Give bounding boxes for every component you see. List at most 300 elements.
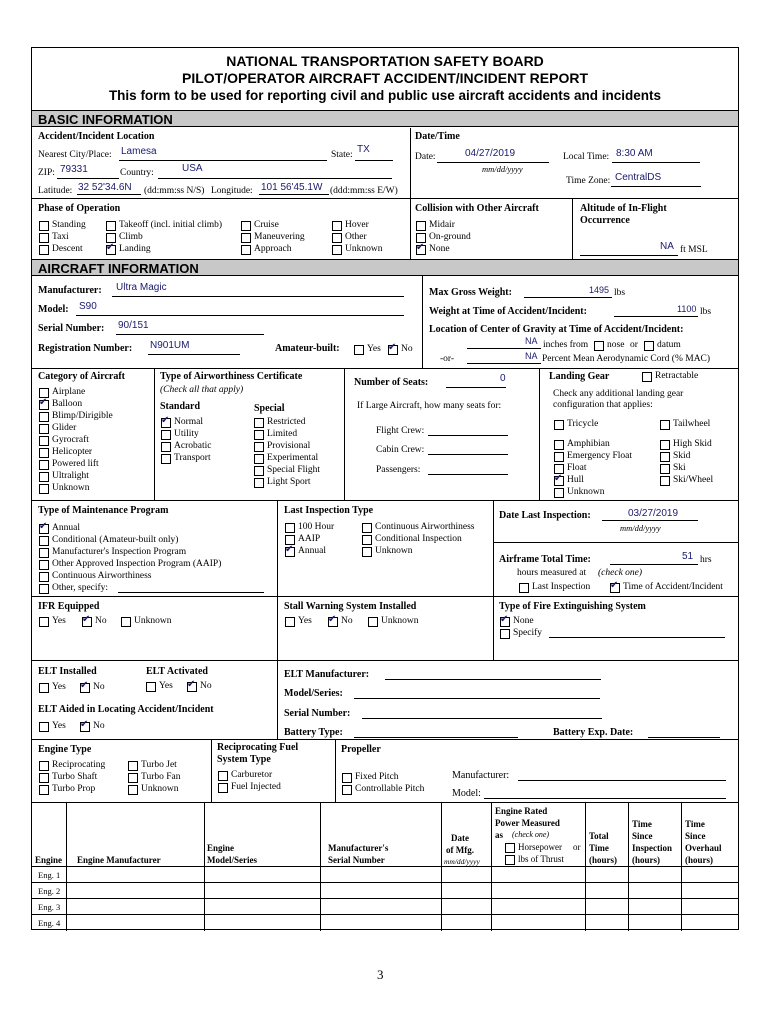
prop-manufacturer-label: Manufacturer: (452, 770, 510, 781)
cat-balloon-label: Balloon (52, 399, 83, 409)
elt-serial-label: Serial Number: (284, 708, 351, 719)
phase-cruise-checkbox[interactable] (241, 221, 251, 231)
elt-model-field[interactable] (354, 698, 600, 699)
country-value: USA (182, 163, 203, 174)
table-row: Eng. 3 (38, 902, 61, 912)
maint-manufacturer-checkbox[interactable] (39, 548, 49, 558)
std-utility-checkbox[interactable] (161, 430, 171, 440)
stall-unknown-checkbox[interactable] (368, 617, 378, 627)
amateur-built-label: Amateur-built: (275, 343, 340, 354)
divider (572, 198, 573, 259)
cabin-crew-label: Cabin Crew: (376, 445, 425, 455)
elt-activated-no-checkbox[interactable] (187, 682, 197, 692)
col-rated-1: Engine Rated (495, 806, 548, 816)
fire-specify-checkbox[interactable] (500, 629, 510, 639)
gear-emergency-float-checkbox[interactable] (554, 452, 564, 462)
elt-activated-title: ELT Activated (146, 666, 208, 677)
battery-exp-label: Battery Exp. Date: (553, 727, 634, 738)
state-value: TX (357, 144, 370, 155)
divider (539, 368, 540, 500)
eng-turbo-shaft-label: Turbo Shaft (52, 772, 98, 782)
fire-extinguishing-title: Type of Fire Extinguishing System (499, 601, 646, 612)
phase-unknown-label: Unknown (345, 244, 383, 254)
measured-time-of-accident-label: Time of Accident/Incident (623, 582, 723, 592)
local-time-value: 8:30 AM (616, 148, 653, 159)
col-date-2: of Mfg. (446, 845, 474, 855)
seats-field[interactable] (446, 387, 506, 388)
cg-nose-checkbox[interactable] (594, 341, 604, 351)
maint-annual-checkbox[interactable] (39, 524, 49, 534)
country-field[interactable] (158, 178, 392, 179)
altitude-field[interactable] (580, 255, 678, 256)
elt-serial-field[interactable] (362, 718, 602, 719)
col-engine-model-1: Engine (207, 843, 235, 853)
passengers-field[interactable] (428, 474, 508, 475)
eng-turbo-fan-checkbox[interactable] (128, 773, 138, 783)
fuel-injected-checkbox[interactable] (218, 783, 228, 793)
table-row: Eng. 1 (38, 870, 61, 880)
std-transport-checkbox[interactable] (161, 454, 171, 464)
manufacturer-value: Ultra Magic (116, 282, 167, 293)
manufacturer-field[interactable] (112, 296, 404, 297)
altitude-title-2: Occurrence (580, 215, 630, 226)
divider (493, 542, 738, 543)
maint-aaip-checkbox[interactable] (39, 560, 49, 570)
std-normal-checkbox[interactable] (161, 418, 171, 428)
report-form-page (31, 47, 739, 930)
gear-high-skid-checkbox[interactable] (660, 440, 670, 450)
maint-manufacturer-label: Manufacturer's Inspection Program (52, 547, 187, 557)
battery-exp-field[interactable] (648, 737, 720, 738)
state-field[interactable] (355, 160, 393, 161)
col-since-overhaul-4: (hours) (685, 855, 714, 865)
gear-retractable-label: Retractable (655, 371, 699, 381)
stall-warning-title: Stall Warning System Installed (284, 601, 417, 612)
cg-inches-value: NA (525, 336, 538, 346)
airworthiness-title: Type of Airworthiness Certificate (160, 371, 303, 382)
collision-none-checkbox[interactable] (416, 245, 426, 255)
amateur-no-checkbox[interactable] (388, 345, 398, 355)
sp-light-sport-label: Light Sport (267, 477, 311, 487)
cat-ultralight-label: Ultralight (52, 471, 89, 481)
altitude-title-1: Altitude of In-Flight (580, 203, 667, 214)
insp-conditional-label: Conditional Inspection (375, 534, 462, 544)
phase-other-checkbox[interactable] (332, 233, 342, 243)
cg-datum-label: datum (657, 340, 681, 350)
date-time-title: Date/Time (415, 131, 460, 142)
col-since-insp-2: Since (632, 831, 653, 841)
elt-installed-yes-checkbox[interactable] (39, 683, 49, 693)
divider (277, 596, 278, 660)
model-field[interactable] (76, 315, 404, 316)
local-time-label: Local Time: (563, 152, 610, 162)
phase-standing-checkbox[interactable] (39, 221, 49, 231)
col-rated-4: (check one) (512, 830, 550, 839)
maint-conditional-label: Conditional (Amateur-built only) (52, 535, 179, 545)
prop-fixed-pitch-checkbox[interactable] (342, 773, 352, 783)
cat-blimp-label: Blimp/Dirigible (52, 411, 113, 421)
city-value: Lamesa (121, 146, 157, 157)
stall-yes-label: Yes (298, 616, 312, 626)
phase-landing-label: Landing (119, 244, 151, 254)
gear-high-skid-label: High Skid (673, 439, 712, 449)
insp-continuous-label: Continuous Airworthiness (375, 522, 475, 532)
eng-turbo-jet-checkbox[interactable] (128, 761, 138, 771)
col-since-insp-4: (hours) (632, 855, 661, 865)
cat-blimp-checkbox[interactable] (39, 412, 49, 422)
table-row: Eng. 4 (38, 918, 61, 928)
gear-amphibian-checkbox[interactable] (554, 440, 564, 450)
collision-midair-label: Midair (429, 220, 455, 230)
cat-airplane-label: Airplane (52, 387, 86, 397)
cg-inches-field[interactable] (467, 348, 541, 349)
gear-retractable-checkbox[interactable] (642, 372, 652, 382)
gear-unknown-checkbox[interactable] (554, 488, 564, 498)
divider (32, 739, 738, 740)
amateur-no-label: No (401, 344, 413, 354)
airworthiness-note: (Check all that apply) (160, 385, 244, 395)
cat-helicopter-checkbox[interactable] (39, 448, 49, 458)
prop-model-field[interactable] (484, 798, 726, 799)
time-zone-field[interactable] (611, 186, 701, 187)
std-transport-label: Transport (174, 453, 211, 463)
col-total-time-1: Total (589, 831, 609, 841)
gear-tailwheel-label: Tailwheel (673, 419, 711, 429)
eng-turbo-prop-checkbox[interactable] (39, 785, 49, 795)
passengers-label: Passengers: (376, 465, 421, 475)
insp-continuous-checkbox[interactable] (362, 523, 372, 533)
insp-annual-checkbox[interactable] (285, 547, 295, 557)
date-last-inspection-value: 03/27/2019 (628, 508, 679, 519)
weight-at-accident-value: 1100 (677, 304, 697, 314)
cg-label: Location of Center of Gravity at Time of Accident/Incident: (429, 324, 684, 335)
battery-type-field[interactable] (354, 737, 518, 738)
col-since-insp-3: Inspection (632, 843, 673, 853)
date-field[interactable] (437, 162, 549, 163)
zip-value: 79331 (60, 164, 88, 175)
registration-label: Registration Number: (38, 343, 133, 354)
local-time-field[interactable] (612, 162, 700, 163)
hours-measured-label: hours measured at (517, 568, 587, 578)
cg-mac-field[interactable] (467, 363, 541, 364)
sp-restricted-checkbox[interactable] (254, 418, 264, 428)
elt-activated-no-label: No (200, 681, 212, 691)
phase-taxi-checkbox[interactable] (39, 233, 49, 243)
insp-conditional-checkbox[interactable] (362, 535, 372, 545)
divider (410, 198, 411, 259)
cat-unknown-label: Unknown (52, 483, 90, 493)
stall-unknown-label: Unknown (381, 616, 419, 626)
ifr-title: IFR Equipped (38, 601, 100, 612)
col-engine: Engine (35, 855, 63, 865)
special-title: Special (254, 403, 285, 414)
fuel-carburetor-label: Carburetor (231, 770, 273, 780)
col-rated-3: as (495, 830, 504, 840)
gear-float-label: Float (567, 463, 587, 473)
latitude-format: (dd:mm:ss N/S) (144, 186, 205, 196)
phase-landing-checkbox[interactable] (106, 245, 116, 255)
weight-at-accident-field[interactable] (614, 316, 698, 317)
header-subtitle: This form to be used for reporting civil and public use aircraft accidents and incidents (108, 88, 662, 103)
insp-annual-label: Annual (298, 546, 326, 556)
amateur-yes-label: Yes (367, 344, 381, 354)
prop-controllable-checkbox[interactable] (342, 785, 352, 795)
eng-turbo-jet-label: Turbo Jet (141, 760, 177, 770)
divider (32, 660, 738, 661)
divider (32, 368, 738, 369)
col-rated-2: Power Measured (495, 818, 560, 828)
time-zone-label: Time Zone: (566, 176, 611, 186)
gear-tricycle-checkbox[interactable] (554, 420, 564, 430)
date-last-inspection-field[interactable] (602, 520, 698, 521)
standard-title: Standard (160, 401, 201, 412)
zip-field[interactable] (57, 178, 119, 179)
eng-turbo-shaft-checkbox[interactable] (39, 773, 49, 783)
cg-mac-value: NA (525, 351, 538, 361)
insp-unknown-checkbox[interactable] (362, 547, 372, 557)
time-zone-value: CentralDS (615, 172, 662, 183)
gear-ski-wheel-checkbox[interactable] (660, 476, 670, 486)
prop-fixed-pitch-label: Fixed Pitch (355, 772, 399, 782)
cg-datum-checkbox[interactable] (644, 341, 654, 351)
insp-100hour-checkbox[interactable] (285, 523, 295, 533)
page-number: 3 (377, 967, 384, 982)
registration-field[interactable] (148, 354, 240, 355)
phase-maneuvering-checkbox[interactable] (241, 233, 251, 243)
elt-manufacturer-field[interactable] (385, 679, 601, 680)
divider (32, 596, 738, 597)
collision-title: Collision with Other Aircraft (415, 203, 539, 214)
col-total-time-2: Time (589, 843, 609, 853)
maint-other-field[interactable] (118, 592, 264, 593)
divider (211, 739, 212, 802)
insp-aaip-label: AAIP (298, 534, 321, 544)
ifr-unknown-label: Unknown (134, 616, 172, 626)
cat-ultralight-checkbox[interactable] (39, 472, 49, 482)
seats-label: Number of Seats: (354, 377, 429, 388)
large-aircraft-label: If Large Aircraft, how many seats for: (357, 401, 502, 411)
ifr-yes-checkbox[interactable] (39, 617, 49, 627)
maint-other-label: Other, specify: (52, 583, 109, 593)
gear-skid-checkbox[interactable] (660, 452, 670, 462)
longitude-field[interactable] (259, 194, 329, 195)
ifr-yes-label: Yes (52, 616, 66, 626)
eng-unknown-label: Unknown (141, 784, 179, 794)
last-inspection-format: mm/dd/yyyy (620, 523, 661, 533)
registration-value: N901UM (150, 340, 190, 351)
cat-powered-lift-checkbox[interactable] (39, 460, 49, 470)
fuel-carburetor-checkbox[interactable] (218, 771, 228, 781)
manufacturer-label: Manufacturer: (38, 285, 102, 296)
airframe-total-label: Airframe Total Time: (499, 554, 591, 565)
model-label: Model: (38, 304, 69, 315)
category-title: Category of Aircraft (38, 371, 126, 382)
collision-on-ground-label: On-ground (429, 232, 471, 242)
rated-horsepower-checkbox[interactable] (505, 843, 515, 853)
divider (493, 596, 494, 660)
gear-ski-wheel-label: Ski/Wheel (673, 475, 714, 485)
gear-tricycle-label: Tricycle (567, 419, 599, 429)
gear-ski-checkbox[interactable] (660, 464, 670, 474)
eng-unknown-checkbox[interactable] (128, 785, 138, 795)
cg-or-label: or (630, 340, 638, 350)
aircraft-information-band: AIRCRAFT INFORMATION (32, 259, 738, 276)
sp-provisional-label: Provisional (267, 441, 311, 451)
std-acrobatic-label: Acrobatic (174, 441, 212, 451)
elt-aided-no-label: No (93, 721, 105, 731)
divider (277, 660, 278, 739)
elt-installed-yes-label: Yes (52, 682, 66, 692)
divider (344, 368, 345, 500)
gear-unknown-label: Unknown (567, 487, 605, 497)
flight-crew-field[interactable] (428, 435, 508, 436)
maint-aaip-label: Other Approved Inspection Program (AAIP) (52, 559, 222, 569)
phase-cruise-label: Cruise (254, 220, 279, 230)
stall-no-checkbox[interactable] (328, 617, 338, 627)
weight-at-accident-label: Weight at Time of Accident/Incident: (429, 306, 587, 317)
airframe-total-field[interactable] (610, 564, 698, 565)
elt-aided-yes-checkbox[interactable] (39, 722, 49, 732)
elt-activated-yes-label: Yes (159, 681, 173, 691)
eng-reciprocating-checkbox[interactable] (39, 761, 49, 771)
fuel-injected-label: Fuel Injected (231, 782, 281, 792)
latitude-label: Latitude: (38, 186, 73, 196)
gear-hull-label: Hull (567, 475, 584, 485)
cg-mac-text: Percent Mean Aerodynamic Cord (% MAC) (542, 354, 711, 364)
prop-manufacturer-field[interactable] (518, 780, 726, 781)
rated-horsepower-label: Horsepower (518, 842, 562, 852)
cat-gyrocraft-checkbox[interactable] (39, 436, 49, 446)
col-engine-model-2: Model/Series (207, 855, 257, 865)
serial-field[interactable] (116, 334, 264, 335)
divider (32, 802, 738, 803)
maint-conditional-checkbox[interactable] (39, 536, 49, 546)
sp-special-flight-checkbox[interactable] (254, 466, 264, 476)
phase-descent-checkbox[interactable] (39, 245, 49, 255)
cat-balloon-checkbox[interactable] (39, 400, 49, 410)
gear-note-1: Check any additional landing gear (553, 389, 684, 399)
eng-turbo-prop-label: Turbo Prop (52, 784, 96, 794)
airframe-total-value: 51 (682, 551, 694, 562)
battery-type-label: Battery Type: (284, 727, 343, 738)
measured-time-of-accident-checkbox[interactable] (610, 583, 620, 593)
phase-maneuvering-label: Maneuvering (254, 232, 305, 242)
maint-continuous-checkbox[interactable] (39, 572, 49, 582)
header-title-line2: PILOT/OPERATOR AIRCRAFT ACCIDENT/INCIDENT REPORT (182, 70, 588, 86)
cat-unknown-checkbox[interactable] (39, 484, 49, 494)
col-serial-1: Manufacturer's (328, 843, 389, 853)
elt-aided-yes-label: Yes (52, 721, 66, 731)
maint-continuous-label: Continuous Airworthiness (52, 571, 152, 581)
fire-none-checkbox[interactable] (500, 617, 510, 627)
amateur-yes-checkbox[interactable] (354, 345, 364, 355)
phase-descent-label: Descent (52, 244, 83, 254)
flight-crew-label: Flight Crew: (376, 426, 425, 436)
col-since-overhaul-3: Overhaul (685, 843, 722, 853)
ifr-unknown-checkbox[interactable] (121, 617, 131, 627)
prop-controllable-label: Controllable Pitch (355, 784, 425, 794)
col-date-3: mm/dd/yyyy (444, 857, 480, 866)
divider (422, 276, 423, 368)
cabin-crew-field[interactable] (428, 454, 508, 455)
fire-specify-field[interactable] (549, 637, 725, 638)
col-total-time-3: (hours) (589, 855, 618, 865)
col-date-1: Date (451, 833, 469, 843)
phase-taxi-label: Taxi (52, 232, 69, 242)
maint-annual-label: Annual (52, 523, 80, 533)
divider (277, 500, 278, 596)
phase-climb-label: Climb (119, 232, 143, 242)
check-one-note: (check one) (598, 568, 643, 578)
phase-unknown-checkbox[interactable] (332, 245, 342, 255)
measured-last-inspection-label: Last Inspection (532, 582, 591, 592)
sp-light-sport-checkbox[interactable] (254, 478, 264, 488)
latitude-field[interactable] (77, 194, 141, 195)
eng-turbo-fan-label: Turbo Fan (141, 772, 181, 782)
phase-approach-checkbox[interactable] (241, 245, 251, 255)
phase-hover-label: Hover (345, 220, 369, 230)
phase-approach-label: Approach (254, 244, 292, 254)
sp-special-flight-label: Special Flight (267, 465, 321, 475)
cg-nose-label: nose (607, 340, 625, 350)
divider (154, 368, 155, 500)
sp-limited-checkbox[interactable] (254, 430, 264, 440)
gear-note-2: configuration that applies: (553, 400, 653, 410)
engine-type-title: Engine Type (38, 744, 92, 755)
gear-emergency-float-label: Emergency Float (567, 451, 632, 461)
sp-provisional-checkbox[interactable] (254, 442, 264, 452)
mgw-unit: lbs (614, 288, 626, 298)
stall-no-label: No (341, 616, 353, 626)
gear-hull-checkbox[interactable] (554, 476, 564, 486)
stall-yes-checkbox[interactable] (285, 617, 295, 627)
longitude-label: Longitude: (211, 186, 253, 196)
basic-information-band: BASIC INFORMATION (32, 110, 738, 127)
ifr-no-label: No (95, 616, 107, 626)
cat-glider-checkbox[interactable] (39, 424, 49, 434)
gear-amphibian-label: Amphibian (567, 439, 610, 449)
max-gross-weight-value: 1495 (589, 285, 610, 295)
elt-activated-yes-checkbox[interactable] (146, 682, 156, 692)
rated-thrust-checkbox[interactable] (505, 855, 515, 865)
collision-midair-checkbox[interactable] (416, 221, 426, 231)
elt-installed-title: ELT Installed (38, 666, 97, 677)
last-inspection-type-title: Last Inspection Type (284, 505, 374, 516)
elt-aided-no-checkbox[interactable] (80, 722, 90, 732)
gear-tailwheel-checkbox[interactable] (660, 420, 670, 430)
phase-hover-checkbox[interactable] (332, 221, 342, 231)
prop-model-label: Model: (452, 788, 481, 799)
std-acrobatic-checkbox[interactable] (161, 442, 171, 452)
max-gross-weight-field[interactable] (524, 297, 612, 298)
phase-takeoff-checkbox[interactable] (106, 221, 116, 231)
fire-specify-label: Specify (513, 628, 543, 638)
gear-skid-label: Skid (673, 451, 691, 461)
city-field[interactable] (119, 160, 327, 161)
measured-last-inspection-checkbox[interactable] (519, 583, 529, 593)
model-value: S90 (79, 301, 97, 312)
elt-model-label: Model/Series: (284, 688, 343, 699)
sp-experimental-checkbox[interactable] (254, 454, 264, 464)
longitude-format: (ddd:mm:ss E/W) (330, 186, 398, 196)
maint-other-checkbox[interactable] (39, 584, 49, 594)
ifr-no-checkbox[interactable] (82, 617, 92, 627)
landing-gear-title: Landing Gear (549, 371, 610, 382)
phase-standing-label: Standing (52, 220, 86, 230)
location-title: Accident/Incident Location (38, 131, 155, 142)
elt-installed-no-checkbox[interactable] (80, 683, 90, 693)
cg-or-2: -or- (440, 354, 455, 364)
